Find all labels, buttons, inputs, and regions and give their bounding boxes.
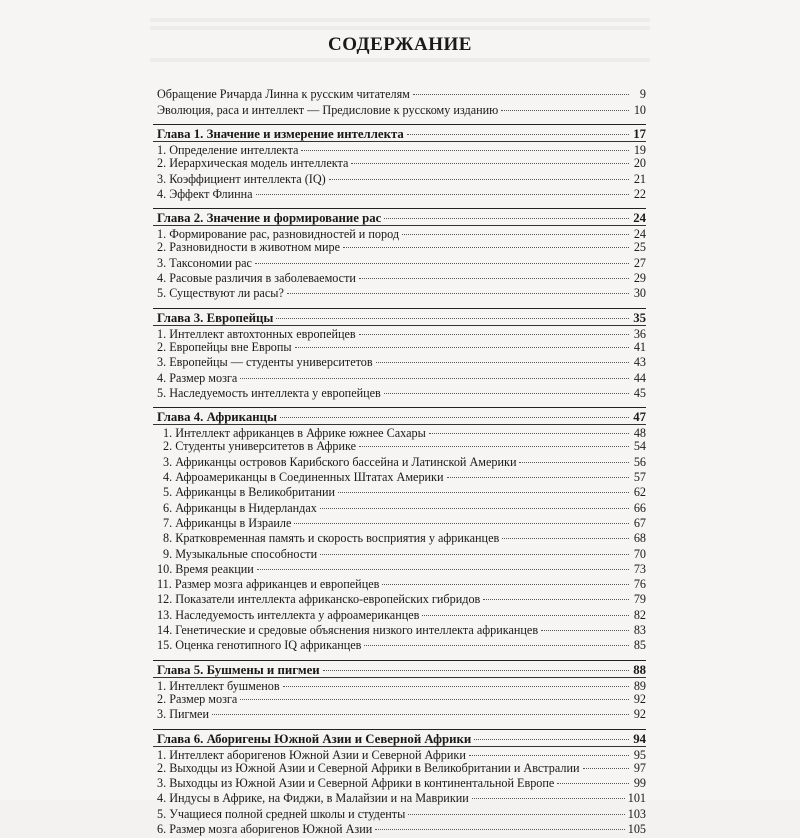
toc-section-entry-label: 12. Показатели интеллекта африканско-европейских гибридов [157, 592, 481, 607]
toc-section-entry-label: 8. Кратковременная память и скорость восприятия у африканцев [163, 531, 500, 546]
dot-leader [359, 446, 629, 447]
toc-section-entry-label: 14. Генетические и средовые объяснения низкого интеллекта африканцев [157, 623, 539, 638]
dot-leader [429, 433, 629, 434]
dot-leader [256, 194, 629, 195]
toc-chapter-heading-label: Глава 3. Европейцы [157, 310, 274, 325]
dot-leader [255, 263, 629, 264]
dot-leader [294, 523, 629, 524]
toc-section-entry-page-number: 85 [633, 638, 646, 653]
dot-leader [323, 670, 629, 671]
toc-section-entry [153, 693, 646, 708]
toc-section-entry-label: 5. Наследуемость интеллекта у европейцев [157, 385, 381, 400]
toc-section-entry-page-number: 57 [633, 470, 646, 485]
toc-section-entry-page-number: 79 [633, 592, 646, 607]
toc-section-entry-page-number: 68 [633, 531, 646, 546]
toc-intro-entry [153, 104, 646, 120]
toc-section-entry-page-number: 22 [633, 186, 646, 201]
toc-section-entry-label: 3. Выходцы из Южной Азии и Северной Африки в континентальной Европе [157, 776, 555, 791]
toc-section-entry [153, 257, 646, 272]
dot-leader [474, 739, 629, 740]
toc-section-entry [153, 424, 646, 440]
toc-section-entry-label: 6. Африканцы в Нидерландах [163, 500, 317, 515]
toc-chapter-heading-page-number: 35 [633, 310, 646, 325]
toc-section-entry-label: 9. Музыкальные способности [163, 546, 318, 561]
toc-section-entry-label: 1. Интеллект африканцев в Африке южнее Сахары [163, 426, 426, 441]
toc-section-entry-page-number: 25 [633, 240, 646, 255]
toc-section-entry-label: 7. Африканцы в Израиле [163, 515, 292, 530]
dot-leader [287, 293, 629, 294]
toc-section-entry [153, 563, 646, 578]
toc-section-entry [153, 808, 646, 823]
toc-section-entry-label: 2. Студенты университетов в Африке [163, 439, 357, 454]
toc-section-entry [153, 287, 646, 302]
dot-leader [375, 829, 624, 830]
toc-section-entry-label: 3. Таксономии рас [157, 255, 252, 270]
toc-chapter-heading-label: Глава 4. Африканцы [157, 410, 277, 425]
toc-section-entry-label: 4. Размер мозга [157, 370, 238, 385]
toc-section-entry-label: 2. Разновидности в животном мире [157, 240, 341, 255]
toc-chapter-heading-label: Глава 2. Значение и формирование рас [157, 211, 382, 226]
dot-leader [257, 569, 629, 570]
dot-leader [502, 538, 629, 539]
toc-section-entry-label: 3. Африканцы островов Карибского бассейна и Латинской Америки [163, 454, 517, 469]
toc-section-entry-page-number: 24 [633, 227, 646, 242]
page-title: СОДЕРЖАНИЕ [328, 34, 472, 55]
toc-chapter-heading-label: Глава 1. Значение и измерение интеллекта [157, 127, 404, 141]
toc-section-entry-page-number: 73 [633, 561, 646, 576]
toc-section-entry-label: 11. Размер мозга африканцев и европейцев [157, 577, 380, 592]
toc-section-entry-label: 4. Афроамериканцы в Соединенных Штатах Америки [163, 470, 444, 485]
toc-chapter-heading [153, 660, 646, 677]
toc-section-entry [153, 387, 646, 402]
toc-section-entry-page-number: 56 [633, 454, 646, 469]
bleed-through-text [150, 58, 650, 62]
dot-leader [320, 508, 629, 509]
dot-leader [376, 362, 629, 363]
dot-leader [280, 417, 629, 418]
dot-leader [276, 318, 629, 319]
toc-section-entry [153, 173, 646, 188]
toc-chapter-heading-page-number: 88 [633, 662, 646, 677]
dot-leader [382, 584, 629, 585]
toc-section-entry-label: 15. Оценка генотипного IQ африканцев [157, 638, 362, 653]
toc-section-entry-page-number: 66 [633, 500, 646, 515]
toc-section-entry-page-number: 95 [633, 747, 646, 762]
toc-section-entry-label: 5. Африканцы в Великобритании [163, 485, 336, 500]
toc-section-entry-label: 6. Размер мозга аборигенов Южной Азии [157, 821, 373, 836]
dot-leader [384, 393, 629, 394]
toc-section-entry [153, 225, 646, 241]
dot-leader [364, 645, 629, 646]
toc-section-entry-label: 1. Формирование рас, разновидностей и пород [157, 227, 400, 242]
toc-section-entry-label: 1. Интеллект автохтонных европейцев [157, 326, 356, 341]
toc-section-entry-label: 13. Наследуемость интеллекта у афроамериканцев [157, 607, 420, 622]
toc-section-entry [153, 762, 646, 777]
toc-section-entry-label: 5. Существуют ли расы? [157, 286, 284, 301]
toc-chapter-heading [153, 729, 646, 746]
toc-section-entry-page-number: 44 [633, 370, 646, 385]
toc-section-entry-page-number: 105 [627, 821, 646, 836]
toc-section-entry [153, 456, 646, 471]
toc-section-entry-page-number: 76 [633, 577, 646, 592]
toc-section-entry-label: 5. Учащиеся полной средней школы и студенты [157, 806, 406, 821]
toc-chapter-heading-page-number: 94 [633, 731, 646, 746]
toc-intro-entry-page-number: 9 [639, 87, 646, 101]
toc-section-entry [153, 325, 646, 341]
toc-section-entry-page-number: 27 [633, 255, 646, 270]
dot-leader [212, 714, 629, 715]
toc-section-entry-label: 1. Определение интеллекта [157, 143, 299, 157]
toc-section-entry-label: 1. Интеллект аборигенов Южной Азии и Северной Африки [157, 747, 466, 762]
toc-section-entry-label: 3. Пигмеи [157, 707, 209, 722]
toc-chapter-heading-page-number: 47 [633, 410, 646, 425]
toc-section-entry [153, 188, 646, 203]
toc-section-entry [153, 272, 646, 287]
toc-chapter-heading-page-number: 17 [633, 127, 646, 141]
dot-leader [384, 218, 629, 219]
toc-section-entry [153, 502, 646, 517]
toc-section-entry [153, 708, 646, 723]
table-of-contents [153, 88, 646, 838]
toc-intro-entry [153, 88, 646, 104]
toc-intro-entry-label: Обращение Ричарда Линна к русским читателям [157, 87, 410, 101]
toc-section-entry [153, 578, 646, 593]
dot-leader [359, 334, 629, 335]
toc-section-entry [153, 624, 646, 639]
toc-section-entry-label: 10. Время реакции [157, 561, 254, 576]
toc-chapter-heading [153, 124, 646, 141]
toc-section-entry-page-number: 54 [633, 439, 646, 454]
toc-section-entry-page-number: 70 [633, 546, 646, 561]
toc-section-entry-page-number: 62 [633, 485, 646, 500]
toc-section-entry [153, 548, 646, 563]
toc-chapter-heading-page-number: 24 [633, 211, 646, 226]
dot-leader [320, 554, 629, 555]
dot-leader [469, 755, 629, 756]
bleed-through-text [150, 18, 650, 22]
toc-section-entry [153, 486, 646, 501]
toc-section-entry [153, 372, 646, 387]
toc-section-entry-page-number: 45 [633, 385, 646, 400]
dot-leader [413, 94, 629, 95]
dot-leader [447, 477, 629, 478]
toc-section-entry-page-number: 48 [633, 426, 646, 441]
toc-section-entry-label: 2. Европейцы вне Европы [157, 339, 292, 354]
dot-leader [338, 492, 629, 493]
dot-leader [240, 378, 629, 379]
dot-leader [402, 234, 629, 235]
toc-section-entry-page-number: 103 [627, 806, 646, 821]
toc-section-entry-page-number: 41 [633, 339, 646, 354]
toc-section-entry [153, 792, 646, 807]
toc-section-entry [153, 440, 646, 455]
toc-section-entry [153, 639, 646, 654]
dot-leader [408, 814, 624, 815]
dot-leader [483, 599, 629, 600]
toc-section-entry [153, 241, 646, 256]
dot-leader [541, 630, 629, 631]
toc-chapter-heading-label: Глава 5. Бушмены и пигмеи [157, 662, 320, 677]
toc-section-entry-page-number: 82 [633, 607, 646, 622]
toc-section-entry [153, 356, 646, 371]
dot-leader [240, 699, 629, 700]
toc-section-entry-label: 4. Эффект Флинна [157, 186, 253, 201]
toc-section-entry-page-number: 21 [633, 171, 646, 186]
toc-section-entry-page-number: 29 [633, 271, 646, 286]
toc-section-entry [153, 777, 646, 792]
toc-section-entry-label: 1. Интеллект бушменов [157, 678, 280, 693]
toc-intro-entry-page-number: 10 [633, 102, 646, 117]
dot-leader [283, 686, 629, 687]
toc-section-entry-label: 4. Индусы в Африке, на Фиджи, в Малайзии и на Маврикии [157, 791, 469, 806]
toc-section-entry [153, 532, 646, 547]
toc-section-entry-label: 4. Расовые различия в заболеваемости [157, 271, 356, 286]
toc-section-entry-page-number: 97 [633, 760, 646, 775]
toc-section-entry-label: 2. Размер мозга [157, 691, 238, 706]
toc-chapter-heading-label: Глава 6. Аборигены Южной Азии и Северной Африки [157, 731, 472, 746]
toc-section-entry-page-number: 43 [633, 355, 646, 370]
toc-section-entry [153, 157, 646, 172]
toc-section-entry-label: 3. Европейцы — студенты университетов [157, 355, 373, 370]
toc-section-entry [153, 677, 646, 693]
toc-section-entry [153, 517, 646, 532]
toc-section-entry-page-number: 67 [633, 515, 646, 530]
toc-section-entry-label: 2. Иерархическая модель интеллекта [157, 156, 349, 171]
dot-leader [343, 247, 629, 248]
dot-leader [501, 110, 629, 111]
toc-section-entry-page-number: 99 [633, 776, 646, 791]
dot-leader [583, 768, 629, 769]
dot-leader [351, 163, 629, 164]
toc-section-entry-page-number: 89 [633, 678, 646, 693]
toc-section-entry-page-number: 36 [633, 326, 646, 341]
toc-section-entry-page-number: 92 [633, 707, 646, 722]
bleed-through-text [150, 26, 650, 30]
dot-leader [295, 347, 629, 348]
toc-section-entry [153, 746, 646, 762]
dot-leader [519, 462, 629, 463]
dot-leader [472, 798, 625, 799]
toc-section-entry-page-number: 20 [633, 156, 646, 171]
toc-chapter-heading [153, 407, 646, 424]
toc-chapter-heading [153, 208, 646, 225]
dot-leader [359, 278, 629, 279]
toc-section-entry [153, 593, 646, 608]
toc-section-entry-page-number: 101 [627, 791, 646, 806]
dot-leader [557, 783, 629, 784]
toc-chapter-heading [153, 308, 646, 325]
dot-leader [407, 134, 629, 135]
toc-section-entry [153, 823, 646, 838]
toc-section-entry [153, 341, 646, 356]
toc-section-entry-page-number: 30 [633, 286, 646, 301]
dot-leader [422, 615, 629, 616]
toc-section-entry [153, 609, 646, 624]
toc-intro-entry-label: Эволюция, раса и интеллект — Предисловие к русскому изданию [157, 102, 499, 117]
toc-section-entry-page-number: 83 [633, 623, 646, 638]
dot-leader [329, 179, 629, 180]
toc-section-entry-label: 3. Коэффициент интеллекта (IQ) [157, 171, 326, 186]
toc-section-entry-page-number: 19 [633, 143, 646, 157]
toc-section-entry-page-number: 92 [633, 691, 646, 706]
toc-section-entry [153, 141, 646, 157]
toc-section-entry-label: 2. Выходцы из Южной Азии и Северной Африки в Великобритании и Австралии [157, 760, 580, 775]
toc-section-entry [153, 471, 646, 486]
dot-leader [301, 150, 629, 151]
